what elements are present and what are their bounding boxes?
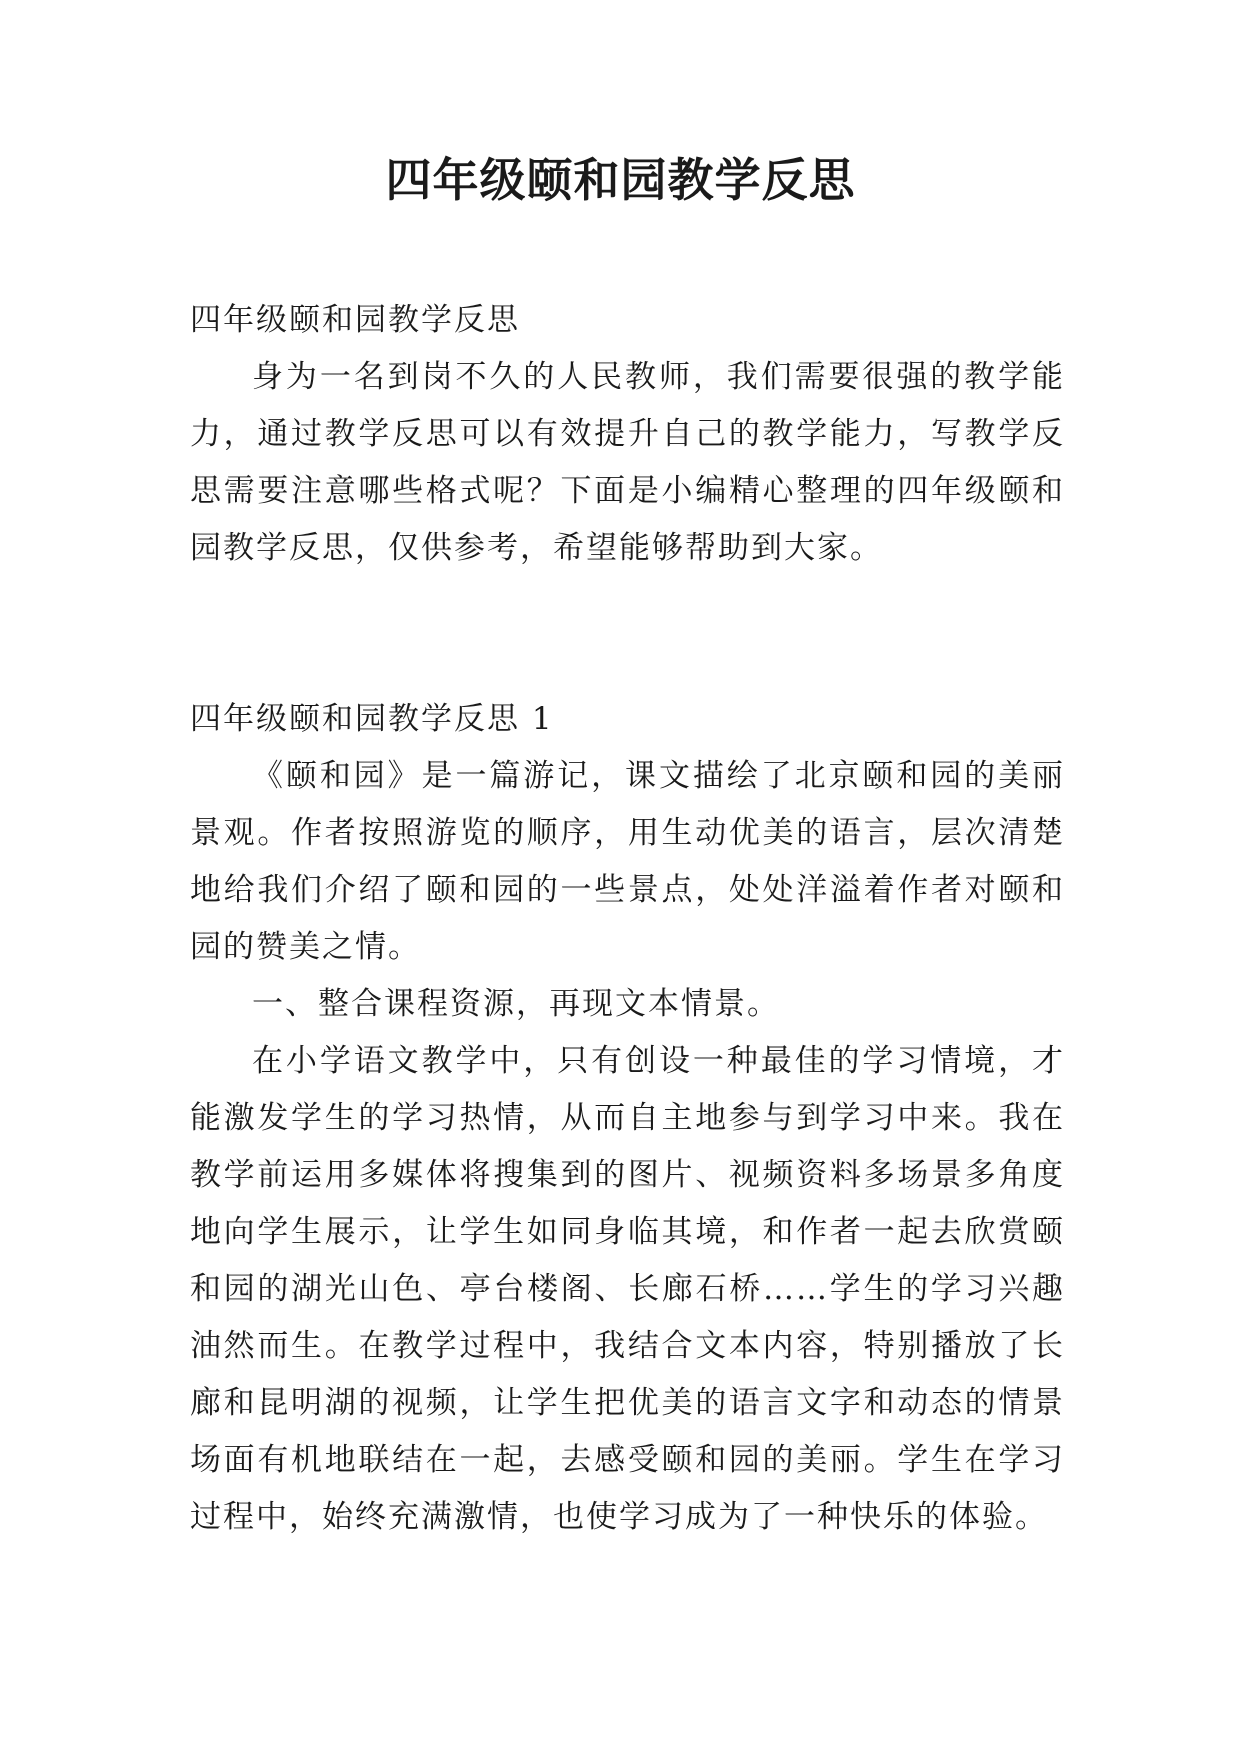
- section-1-paragraph-2: 在小学语文教学中，只有创设一种最佳的学习情境，才能激发学生的学习热情，从而自主地参与到学习中来。我在教学前运用多媒体将搜集到的图片、视频资料多场景多角度地向学生展示，让学生如同身临其境，和作者一起去欣赏颐和园的湖光山色、亭台楼阁、长廊石桥……学生的学习兴趣油然而生。在教学过程中，我结合文本内容，特别播放了长廊和昆明湖的视频，让学生把优美的语言文字和动态的情景场面有机地联结在一起，去感受颐和园的美丽。学生在学习过程中，始终充满激情，也使学习成为了一种快乐的体验。: [190, 1043, 1065, 1535]
- section-1-heading: 四年级颐和园教学反思 1: [190, 701, 554, 737]
- intro-heading: 四年级颐和园教学反思: [190, 302, 520, 338]
- intro-paragraph: 身为一名到岗不久的人民教师，我们需要很强的教学能力，通过教学反思可以有效提升自己的教学能力，写教学反思需要注意哪些格式呢？下面是小编精心整理的四年级颐和园教学反思，仅供参考，希望能够帮助到大家。: [190, 359, 1065, 566]
- document-body: [190, 292, 1065, 1546]
- section-1-subheading: 一、整合课程资源，再现文本情景。: [252, 986, 780, 1022]
- section-1-paragraph-1: 《颐和园》是一篇游记，课文描绘了北京颐和园的美丽景观。作者按照游览的顺序，用生动优美的语言，层次清楚地给我们介绍了颐和园的一些景点，处处洋溢着作者对颐和园的赞美之情。: [190, 758, 1065, 965]
- section-spacer: [190, 577, 1065, 691]
- document-title: 四年级颐和园教学反思: [385, 153, 856, 207]
